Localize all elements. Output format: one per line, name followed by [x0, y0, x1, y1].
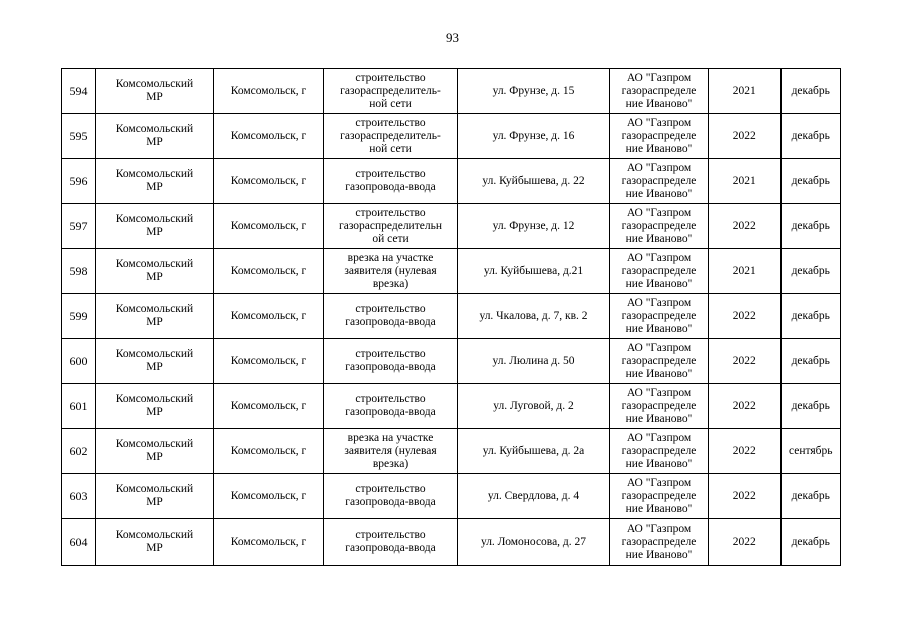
table-row: [62, 249, 841, 294]
table-row: [62, 519, 841, 566]
district-cell: Комсомольский МР: [96, 114, 214, 159]
address-cell: ул. Ломоносова, д. 27: [458, 519, 610, 566]
row-number: 594: [62, 69, 96, 114]
year-cell: 2022: [709, 429, 781, 474]
district-cell: Комсомольский МР: [96, 69, 214, 114]
address-cell: ул. Фрунзе, д. 12: [458, 204, 610, 249]
address-cell: ул. Фрунзе, д. 16: [458, 114, 610, 159]
city-cell: Комсомольск, г: [214, 384, 324, 429]
table-row: [62, 429, 841, 474]
month-cell: сентябрь: [781, 429, 841, 474]
address-cell: ул. Луговой, д. 2: [458, 384, 610, 429]
row-number: 595: [62, 114, 96, 159]
gasification-table: [61, 68, 841, 566]
row-number: 603: [62, 474, 96, 519]
month-cell: декабрь: [781, 204, 841, 249]
year-cell: 2022: [709, 114, 781, 159]
organization-cell: АО "Газпром газораспределе ние Иваново": [610, 384, 709, 429]
organization-cell: АО "Газпром газораспределе ние Иваново": [610, 69, 709, 114]
organization-cell: АО "Газпром газораспределе ние Иваново": [610, 339, 709, 384]
work-type-cell: строительство газопровода-ввода: [324, 339, 458, 384]
district-cell: Комсомольский МР: [96, 294, 214, 339]
row-number: 601: [62, 384, 96, 429]
year-cell: 2022: [709, 384, 781, 429]
organization-cell: АО "Газпром газораспределе ние Иваново": [610, 429, 709, 474]
city-cell: Комсомольск, г: [214, 429, 324, 474]
work-type-cell: строительство газопровода-ввода: [324, 384, 458, 429]
work-type-cell: строительство газопровода-ввода: [324, 294, 458, 339]
table-row: [62, 69, 841, 114]
address-cell: ул. Куйбышева, д. 2а: [458, 429, 610, 474]
district-cell: Комсомольский МР: [96, 339, 214, 384]
year-cell: 2021: [709, 159, 781, 204]
organization-cell: АО "Газпром газораспределе ние Иваново": [610, 249, 709, 294]
city-cell: Комсомольск, г: [214, 474, 324, 519]
address-cell: ул. Куйбышева, д.21: [458, 249, 610, 294]
month-cell: декабрь: [781, 519, 841, 566]
month-cell: декабрь: [781, 249, 841, 294]
month-cell: декабрь: [781, 294, 841, 339]
table-row: [62, 204, 841, 249]
city-cell: Комсомольск, г: [214, 69, 324, 114]
work-type-cell: строительство газораспределитель- ной сети: [324, 69, 458, 114]
address-cell: ул. Фрунзе, д. 15: [458, 69, 610, 114]
organization-cell: АО "Газпром газораспределе ние Иваново": [610, 114, 709, 159]
organization-cell: АО "Газпром газораспределе ние Иваново": [610, 204, 709, 249]
work-type-cell: врезка на участке заявителя (нулевая врезка): [324, 249, 458, 294]
month-cell: декабрь: [781, 69, 841, 114]
city-cell: Комсомольск, г: [214, 114, 324, 159]
row-number: 597: [62, 204, 96, 249]
organization-cell: АО "Газпром газораспределе ние Иваново": [610, 159, 709, 204]
city-cell: Комсомольск, г: [214, 159, 324, 204]
work-type-cell: строительство газораспределительн ой сети: [324, 204, 458, 249]
month-cell: декабрь: [781, 384, 841, 429]
organization-cell: АО "Газпром газораспределе ние Иваново": [610, 294, 709, 339]
district-cell: Комсомольский МР: [96, 159, 214, 204]
work-type-cell: строительство газопровода-ввода: [324, 519, 458, 566]
district-cell: Комсомольский МР: [96, 384, 214, 429]
row-number: 604: [62, 519, 96, 566]
organization-cell: АО "Газпром газораспределе ние Иваново": [610, 519, 709, 566]
row-number: 596: [62, 159, 96, 204]
work-type-cell: строительство газопровода-ввода: [324, 474, 458, 519]
month-cell: декабрь: [781, 339, 841, 384]
year-cell: 2022: [709, 204, 781, 249]
table-row: [62, 474, 841, 519]
page-number: 93: [446, 30, 459, 45]
row-number: 598: [62, 249, 96, 294]
district-cell: Комсомольский МР: [96, 249, 214, 294]
table-row: [62, 339, 841, 384]
city-cell: Комсомольск, г: [214, 294, 324, 339]
district-cell: Комсомольский МР: [96, 474, 214, 519]
year-cell: 2022: [709, 339, 781, 384]
work-type-cell: строительство газораспределитель- ной сети: [324, 114, 458, 159]
address-cell: ул. Куйбышева, д. 22: [458, 159, 610, 204]
district-cell: Комсомольский МР: [96, 519, 214, 566]
address-cell: ул. Люлина д. 50: [458, 339, 610, 384]
year-cell: 2021: [709, 249, 781, 294]
year-cell: 2022: [709, 519, 781, 566]
row-number: 600: [62, 339, 96, 384]
city-cell: Комсомольск, г: [214, 204, 324, 249]
district-cell: Комсомольский МР: [96, 204, 214, 249]
address-cell: ул. Чкалова, д. 7, кв. 2: [458, 294, 610, 339]
table-row: [62, 384, 841, 429]
row-number: 602: [62, 429, 96, 474]
row-number: 599: [62, 294, 96, 339]
month-cell: декабрь: [781, 474, 841, 519]
month-cell: декабрь: [781, 114, 841, 159]
address-cell: ул. Свердлова, д. 4: [458, 474, 610, 519]
year-cell: 2022: [709, 294, 781, 339]
table-row: [62, 294, 841, 339]
city-cell: Комсомольск, г: [214, 249, 324, 294]
table-body: [62, 69, 841, 566]
city-cell: Комсомольск, г: [214, 339, 324, 384]
month-cell: декабрь: [781, 159, 841, 204]
year-cell: 2021: [709, 69, 781, 114]
work-type-cell: строительство газопровода-ввода: [324, 159, 458, 204]
work-type-cell: врезка на участке заявителя (нулевая врезка): [324, 429, 458, 474]
city-cell: Комсомольск, г: [214, 519, 324, 566]
organization-cell: АО "Газпром газораспределе ние Иваново": [610, 474, 709, 519]
table-row: [62, 114, 841, 159]
district-cell: Комсомольский МР: [96, 429, 214, 474]
table-row: [62, 159, 841, 204]
year-cell: 2022: [709, 474, 781, 519]
